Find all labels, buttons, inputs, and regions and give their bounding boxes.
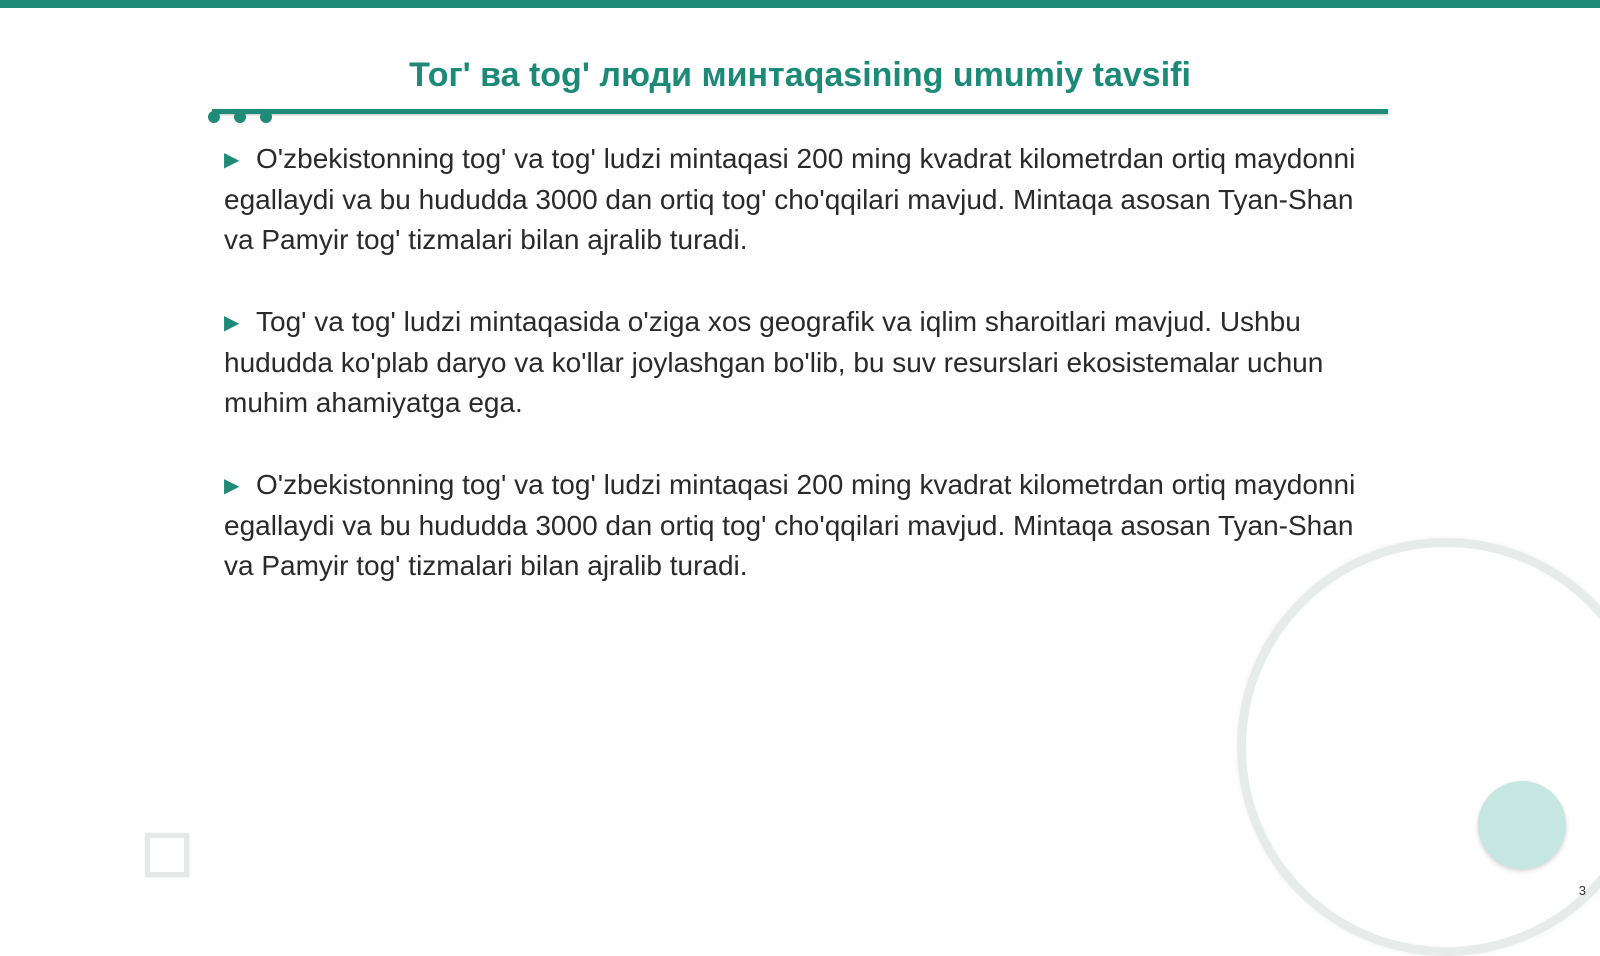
page-number: 3 [1578, 883, 1586, 898]
bullet-paragraph [224, 302, 1364, 423]
decor-dot [234, 111, 246, 123]
slide-body [224, 139, 1364, 628]
paragraph-text: Tog' va tog' ludzi mintaqasida o'ziga xos geografik va iqlim sharoitlari mavjud. Ushbu hududda ko'plab daryo va ko'llar joylashgan bo'lib, bu suv resurslari ekosistemalar uchun muhim ahamiyatga ega. [224, 306, 1324, 418]
title-underline [212, 109, 1388, 114]
paragraph-text: O'zbekistonning tog' va tog' ludzi mintaqasi 200 ming kvadrat kilometrdan ortiq maydonni egallaydi va bu hududda 3000 dan ortiq tog' cho'qqilari mavjud. Mintaqa asosan Tyan-Shan va Pamyir tog' tizmalari bilan ajralib turadi. [224, 143, 1356, 255]
bullet-arrow-icon: ▶ [224, 149, 240, 171]
decorative-circle [1478, 781, 1566, 869]
decor-dot [260, 111, 272, 123]
top-accent-bar [0, 0, 1600, 8]
bullet-arrow-icon: ▶ [224, 475, 240, 497]
bullet-arrow-icon: ▶ [224, 312, 240, 334]
bullet-paragraph [224, 465, 1364, 586]
bullet-paragraph [224, 139, 1364, 260]
slide-title: Тог' ва tog' люди минтаqasining umumiy tavsifi [409, 56, 1191, 94]
decor-dot [208, 111, 220, 123]
paragraph-text: O'zbekistonning tog' va tog' ludzi mintaqasi 200 ming kvadrat kilometrdan ortiq maydonni egallaydi va bu hududda 3000 dan ortiq tog' cho'qqilari mavjud. Mintaqa asosan Tyan-Shan va Pamyir tog' tizmalari bilan ajralib turadi. [224, 469, 1356, 581]
decorative-square [145, 833, 189, 877]
